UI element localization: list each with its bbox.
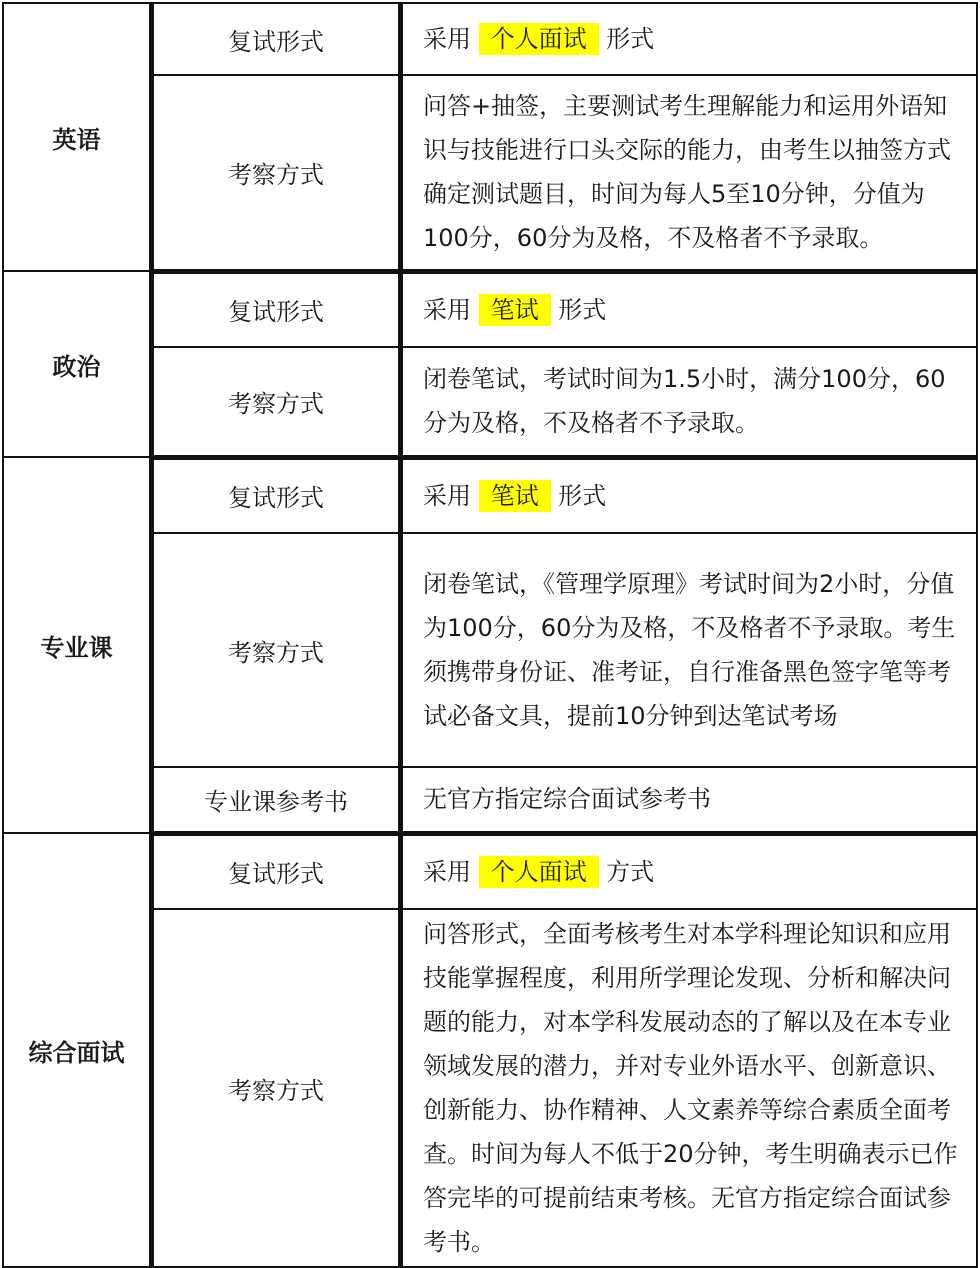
reference-book-text: 无官方指定综合面试参考书 (401, 767, 978, 833)
subject-cell: 英语 (3, 3, 152, 271)
highlighted-format: 个人面试 (479, 23, 599, 55)
format-suffix: 形式 (558, 295, 607, 324)
row-label: 复试形式 (152, 833, 401, 909)
format-prefix: 采用 (423, 481, 471, 510)
table-row (3, 457, 977, 533)
row-label: 复试形式 (152, 3, 401, 75)
retest-table (2, 2, 978, 1268)
table-row (3, 833, 977, 909)
exam-method-text: 闭卷笔试，考试时间为1.5小时，满分100分，60分为及格，不及格者不予录取。 (401, 347, 978, 457)
subject-cell: 综合面试 (3, 833, 152, 1267)
exam-method-text: 问答形式，全面考核考生对本学科理论知识和应用技能掌握程度，利用所学理论发现、分析和解决问题的能力，对本学科发展动态的了解以及在本专业领域发展的潜力，并对专业外语水平、创新意识、创新能力、协作精神、人文素养等综合素质全面考查。时间为每人不低于20分钟，考生明确表示已作答完毕的可提前结束考核。无官方指定综合面试参考书。 (401, 909, 978, 1267)
format-suffix: 形式 (558, 481, 607, 510)
format-suffix: 方式 (606, 857, 655, 886)
table-row (3, 3, 977, 75)
row-label: 考察方式 (152, 909, 401, 1267)
subject-cell: 政治 (3, 271, 152, 457)
row-label: 考察方式 (152, 533, 401, 767)
format-prefix: 采用 (423, 857, 471, 886)
retest-format-cell (401, 271, 978, 347)
subject-cell: 专业课 (3, 457, 152, 833)
row-label: 复试形式 (152, 271, 401, 347)
row-label: 考察方式 (152, 75, 401, 271)
row-label: 考察方式 (152, 347, 401, 457)
format-suffix: 形式 (606, 25, 655, 53)
highlighted-format: 个人面试 (479, 856, 599, 888)
retest-format-cell (401, 457, 978, 533)
retest-format-cell (401, 833, 978, 909)
format-prefix: 采用 (423, 25, 471, 53)
exam-method-text: 问答+抽签，主要测试考生理解能力和运用外语知识与技能进行口头交际的能力，由考生以抽签方式确定测试题目，时间为每人5至10分钟，分值为100分，60分为及格，不及格者不予录取。 (401, 75, 978, 271)
retest-format-cell (401, 3, 978, 75)
format-prefix: 采用 (423, 295, 471, 324)
row-label: 复试形式 (152, 457, 401, 533)
highlighted-format: 笔试 (479, 294, 551, 326)
highlighted-format: 笔试 (479, 480, 551, 512)
table-row (3, 271, 977, 347)
exam-method-text: 闭卷笔试，《管理学原理》考试时间为2小时，分值为100分，60分为及格，不及格者不予录取。考生须携带身份证、准考证，自行准备黑色签字笔等考试必备文具，提前10分钟到达笔试考场 (401, 533, 978, 767)
row-label: 专业课参考书 (152, 767, 401, 833)
